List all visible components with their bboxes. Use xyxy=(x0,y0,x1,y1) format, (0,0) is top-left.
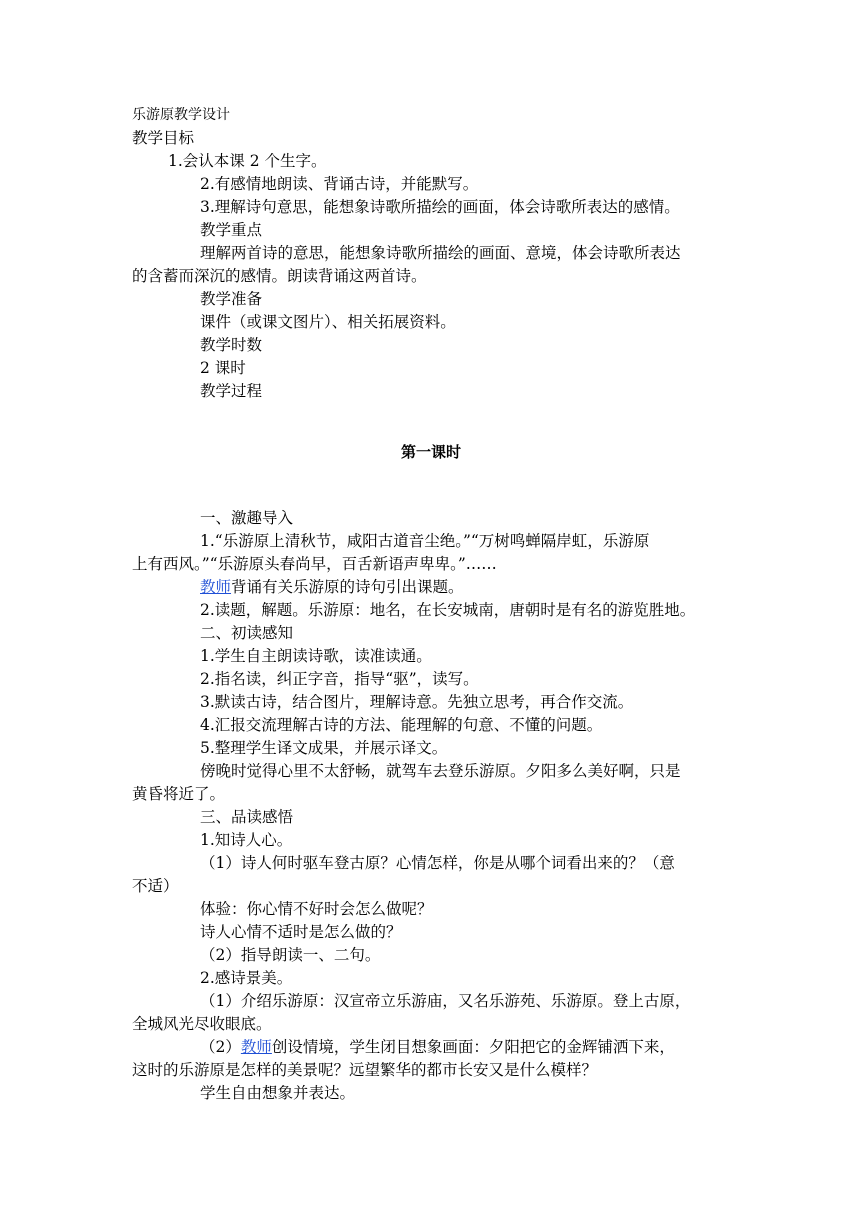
section-2-para-5: 5.整理学生译文成果，并展示译文。 xyxy=(200,739,448,757)
goal-item-3: 3.理解诗句意思，能想象诗歌所描绘的画面，体会诗歌所表达的感情。 xyxy=(200,198,680,216)
lesson-title: 第一课时 xyxy=(400,443,461,461)
section-2-para-3: 3.默读古诗，结合图片，理解诗意。先独立思考，再合作交流。 xyxy=(200,693,634,711)
section-3-para-3: 体验：你心情不好时会怎么做呢？ xyxy=(200,900,433,918)
section-3-para-9: 学生自由想象并表达。 xyxy=(200,1084,356,1102)
section-3-para-4: 诗人心情不适时是怎么做的？ xyxy=(200,923,402,941)
section-3-para-8a xyxy=(200,1036,675,1058)
section-3-para-2a: （1）诗人何时驱车登古原？心情怎样，你是从哪个词看出来的？（意 xyxy=(200,854,675,872)
section-3-para-1: 1.知诗人心。 xyxy=(200,831,293,849)
section-3-para-8-prefix: （2） xyxy=(200,1038,241,1056)
section-3-para-8-text: 创设情境，学生闭目想象画面：夕阳把它的金辉铺洒下来， xyxy=(271,1038,675,1056)
section-2-para-1: 1.学生自主朗读诗歌，读准读通。 xyxy=(200,647,432,665)
section-2-para-6b: 黄昏将近了。 xyxy=(132,785,226,803)
section-2-heading: 二、初读感知 xyxy=(200,624,294,642)
section-1-para-3: 2.读题，解题。乐游原：地名，在长安城南，唐朝时是有名的游览胜地。 xyxy=(200,601,696,619)
section-1-para-1b: 上有西风。”“乐游原头春尚早，百舌新语声卑卑。”…… xyxy=(132,555,497,573)
process-heading: 教学过程 xyxy=(200,382,263,400)
section-1-para-1a: 1.“乐游原上清秋节，咸阳古道音尘绝。”“万树鸣蝉隔岸虹，乐游原 xyxy=(200,532,650,550)
hours-text: 2 课时 xyxy=(200,359,246,377)
section-3-heading: 三、品读感悟 xyxy=(200,808,294,826)
doc-title: 乐游原教学设计 xyxy=(132,107,230,123)
goals-heading: 教学目标 xyxy=(132,129,195,147)
hours-heading: 教学时数 xyxy=(200,336,263,354)
key-points-text-1: 理解两首诗的意思，能想象诗歌所描绘的画面、意境，体会诗歌所表达 xyxy=(200,244,681,262)
teacher-link-2[interactable]: 教师 xyxy=(240,1038,272,1056)
teacher-link[interactable]: 教师 xyxy=(200,578,232,596)
section-1-para-2 xyxy=(200,576,464,598)
goal-item-1: 1.会认本课 2 个生字。 xyxy=(168,152,327,170)
section-3-para-7b: 全城风光尽收眼底。 xyxy=(132,1015,272,1033)
preparation-heading: 教学准备 xyxy=(200,290,263,308)
section-1-para-2-text: 背诵有关乐游原的诗句引出课题。 xyxy=(231,578,464,596)
preparation-text: 课件（或课文图片）、相关拓展资料。 xyxy=(200,313,456,331)
section-2-para-4: 4.汇报交流理解古诗的方法、能理解的句意、不懂的问题。 xyxy=(200,716,603,734)
section-1-heading: 一、激趣导入 xyxy=(200,509,294,527)
section-3-para-6: 2.感诗景美。 xyxy=(200,969,293,987)
key-points-text-2: 的含蓄而深沉的感情。朗读背诵这两首诗。 xyxy=(132,267,427,285)
section-3-para-5: （2）指导朗读一、二句。 xyxy=(200,946,381,964)
section-2-para-6a: 傍晚时觉得心里不太舒畅，就驾车去登乐游原。夕阳多么美好啊，只是 xyxy=(200,762,681,780)
section-3-para-2b: 不适） xyxy=(132,877,179,895)
section-3-para-8b: 这时的乐游原是怎样的美景呢？远望繁华的都市长安又是什么模样？ xyxy=(132,1061,598,1079)
key-points-heading: 教学重点 xyxy=(200,221,263,239)
section-3-para-7a: （1）介绍乐游原：汉宣帝立乐游庙，又名乐游苑、乐游原。登上古原， xyxy=(200,992,691,1010)
goal-item-2: 2.有感情地朗读、背诵古诗，并能默写。 xyxy=(200,175,479,193)
section-2-para-2: 2.指名读，纠正字音，指导“驱”，读写。 xyxy=(200,670,479,688)
